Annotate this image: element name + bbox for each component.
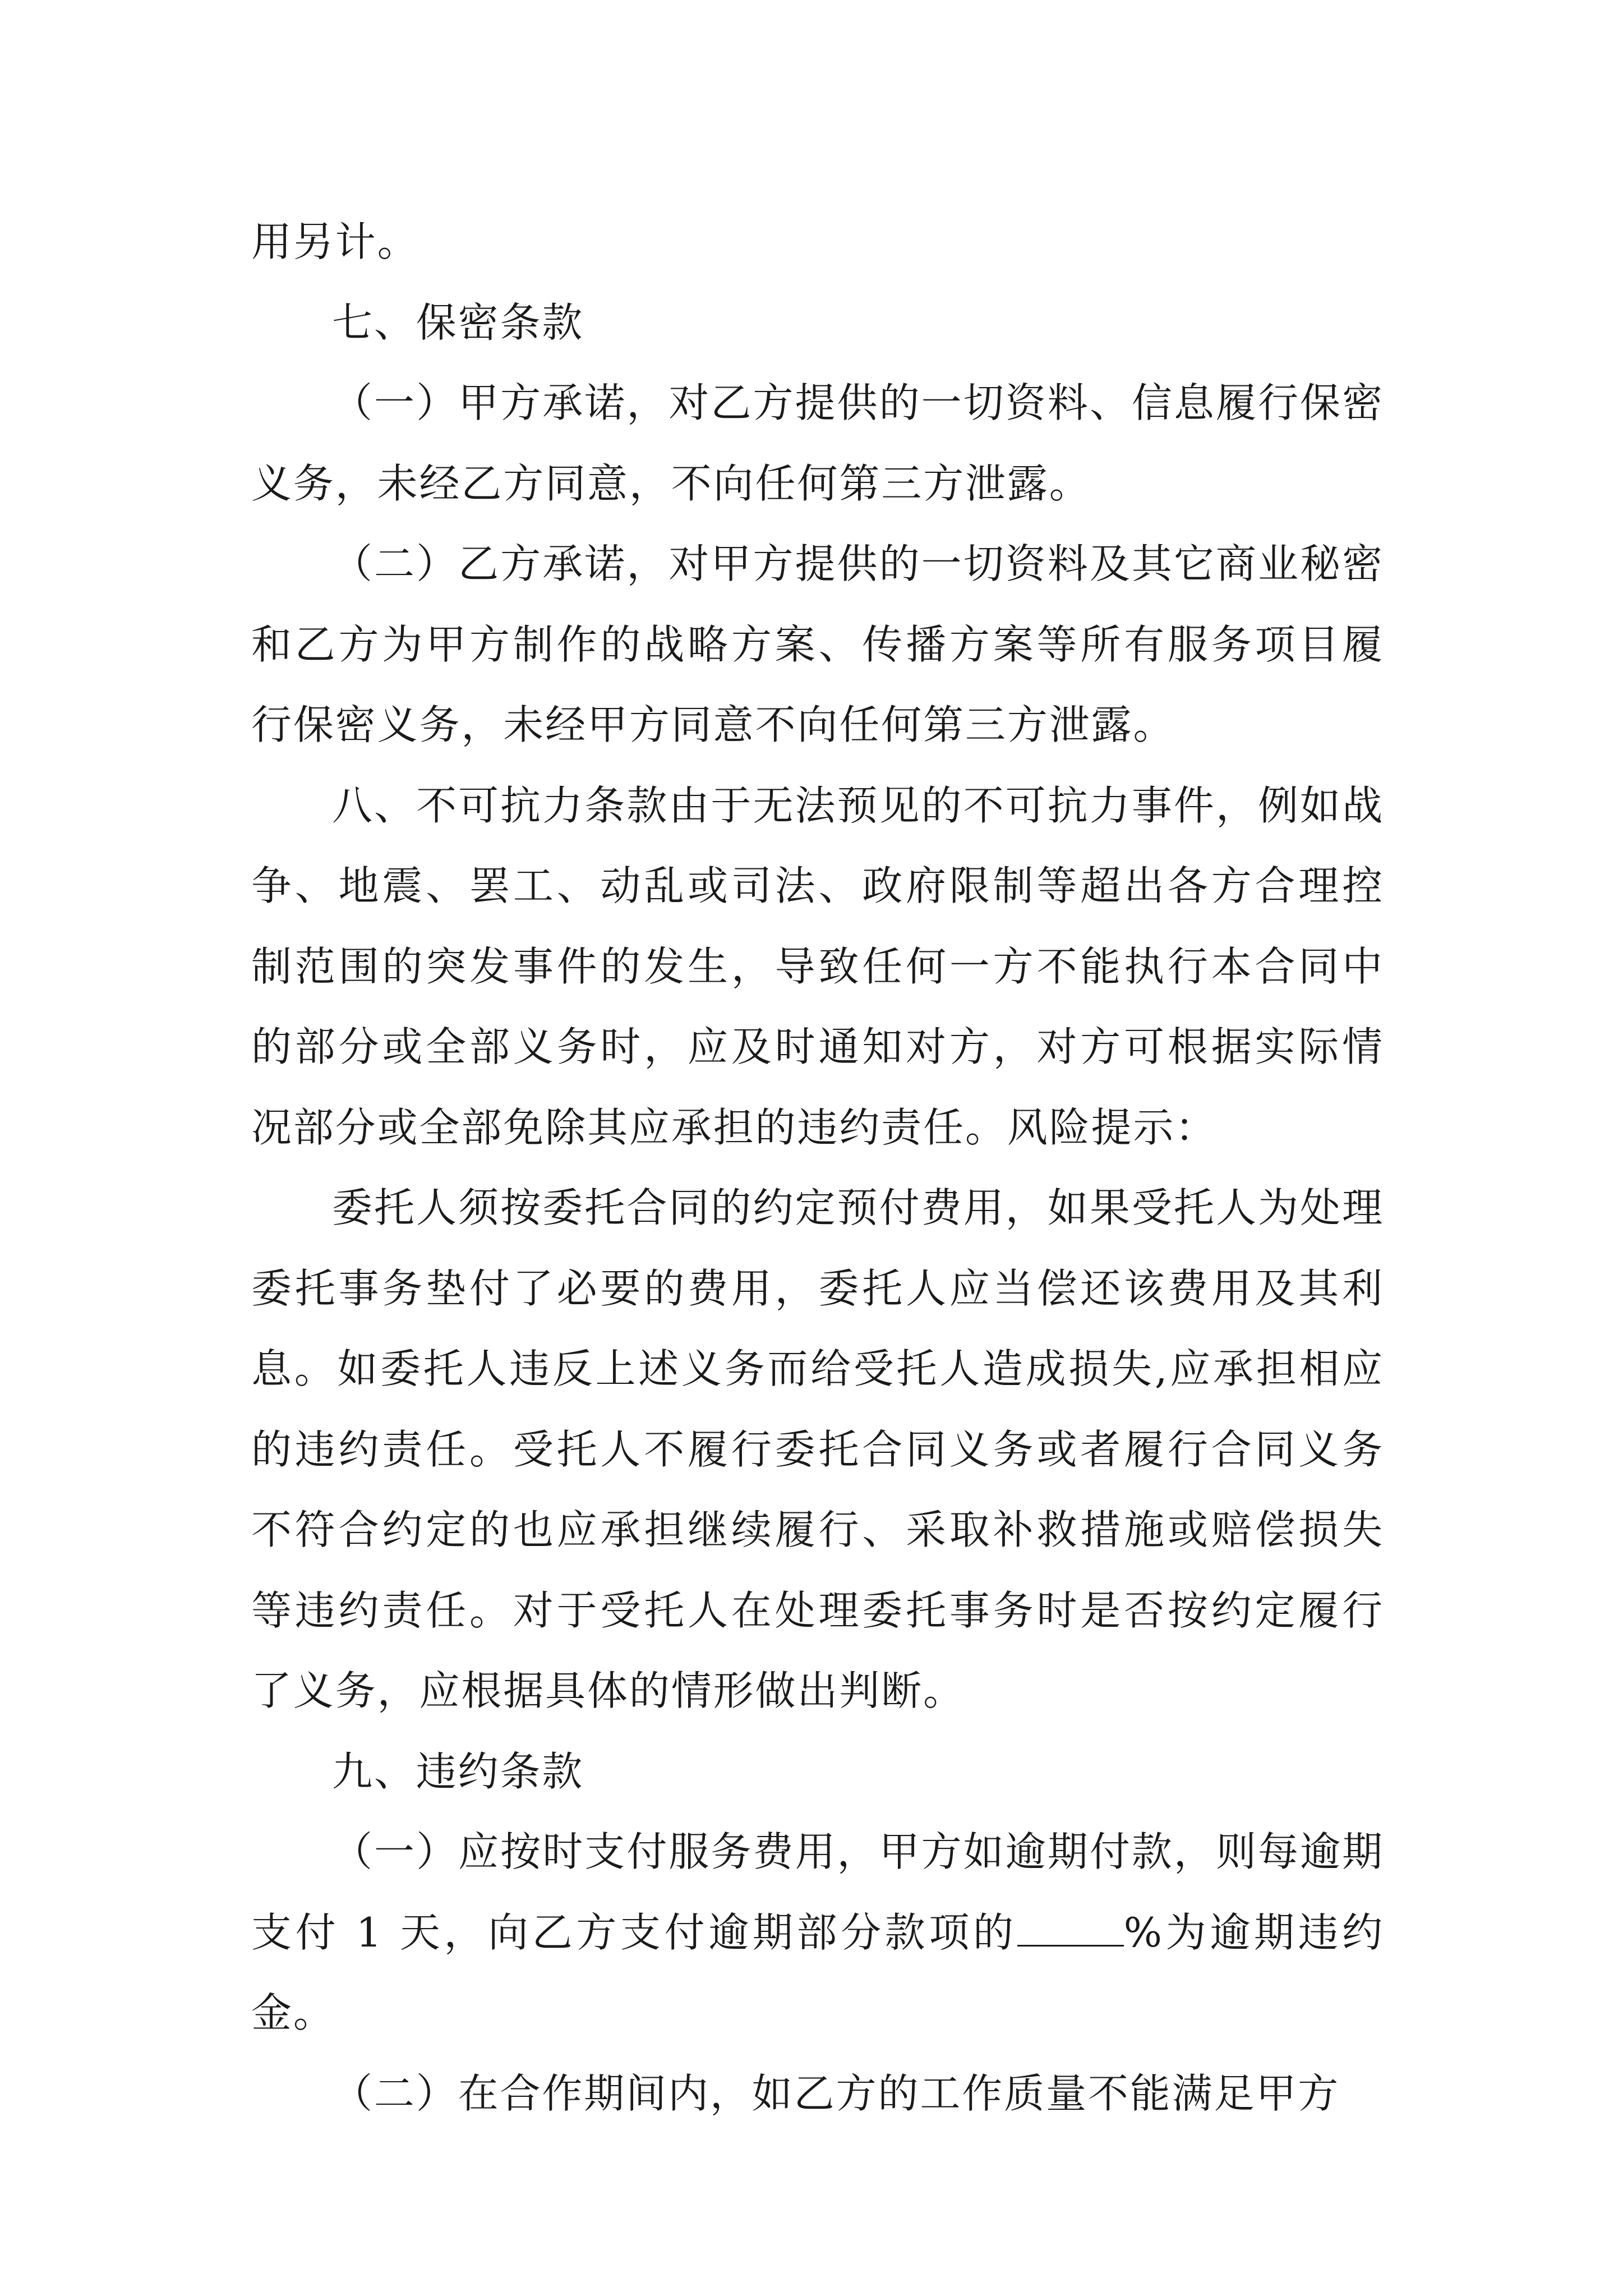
late-payment-text-after: %为逾期违约金。: [251, 1908, 1384, 2036]
paragraph-confidentiality-party-b: （二）乙方承诺，对甲方提供的一切资料及其它商业秘密和乙方为甲方制作的战略方案、传播方案等所有服务项目履行保密义务，未经甲方同意不向任何第三方泄露。: [251, 540, 1384, 748]
paragraph-work-quality: （二）在合作期间内，如乙方的工作质量不能满足甲方: [332, 2069, 1340, 2117]
paragraph-risk-note: 委托人须按委托合同的约定预付费用，如果受托人为处理委托事务垫付了必要的费用，委托人应当偿还该费用及其利息。如委托人违反上述义务而给受托人造成损失,应承担相应的违约责任。受托人不履行委托合同义务或者履行合同义务不符合约定的也应承担继续履行、采取补救措施或赔偿损失等违约责任。对于受托人在处理委托事务时是否按约定履行了义务，应根据具体的情形做出判断。: [251, 1184, 1384, 1714]
heading-confidentiality: 七、保密条款: [332, 298, 584, 346]
paragraph-fee-continuation: 用另计。: [251, 218, 419, 265]
paragraph-confidentiality-party-a: （一）甲方承诺，对乙方提供的一切资料、信息履行保密义务，未经乙方同意，不向任何第三方泄露。: [251, 379, 1384, 507]
late-payment-text-before: （一）应按时支付服务费用，甲方如逾期付款，则每逾期支付 1 天，向乙方支付逾期部分款项的: [251, 1828, 1384, 1956]
paragraph-force-majeure: 八、不可抗力条款由于无法预见的不可抗力事件，例如战争、地震、罢工、动乱或司法、政府限制等超出各方合理控制范围的突发事件的发生，导致任何一方不能执行本合同中的部分或全部义务时，应及时通知对方，对方可根据实际情况部分或全部免除其应承担的违约责任。风险提示：: [251, 781, 1384, 1151]
percentage-blank-line: [1017, 1908, 1124, 1947]
heading-breach: 九、违约条款: [332, 1747, 584, 1795]
contract-body: [251, 202, 1384, 2134]
paragraph-late-payment: [251, 1812, 1384, 2054]
